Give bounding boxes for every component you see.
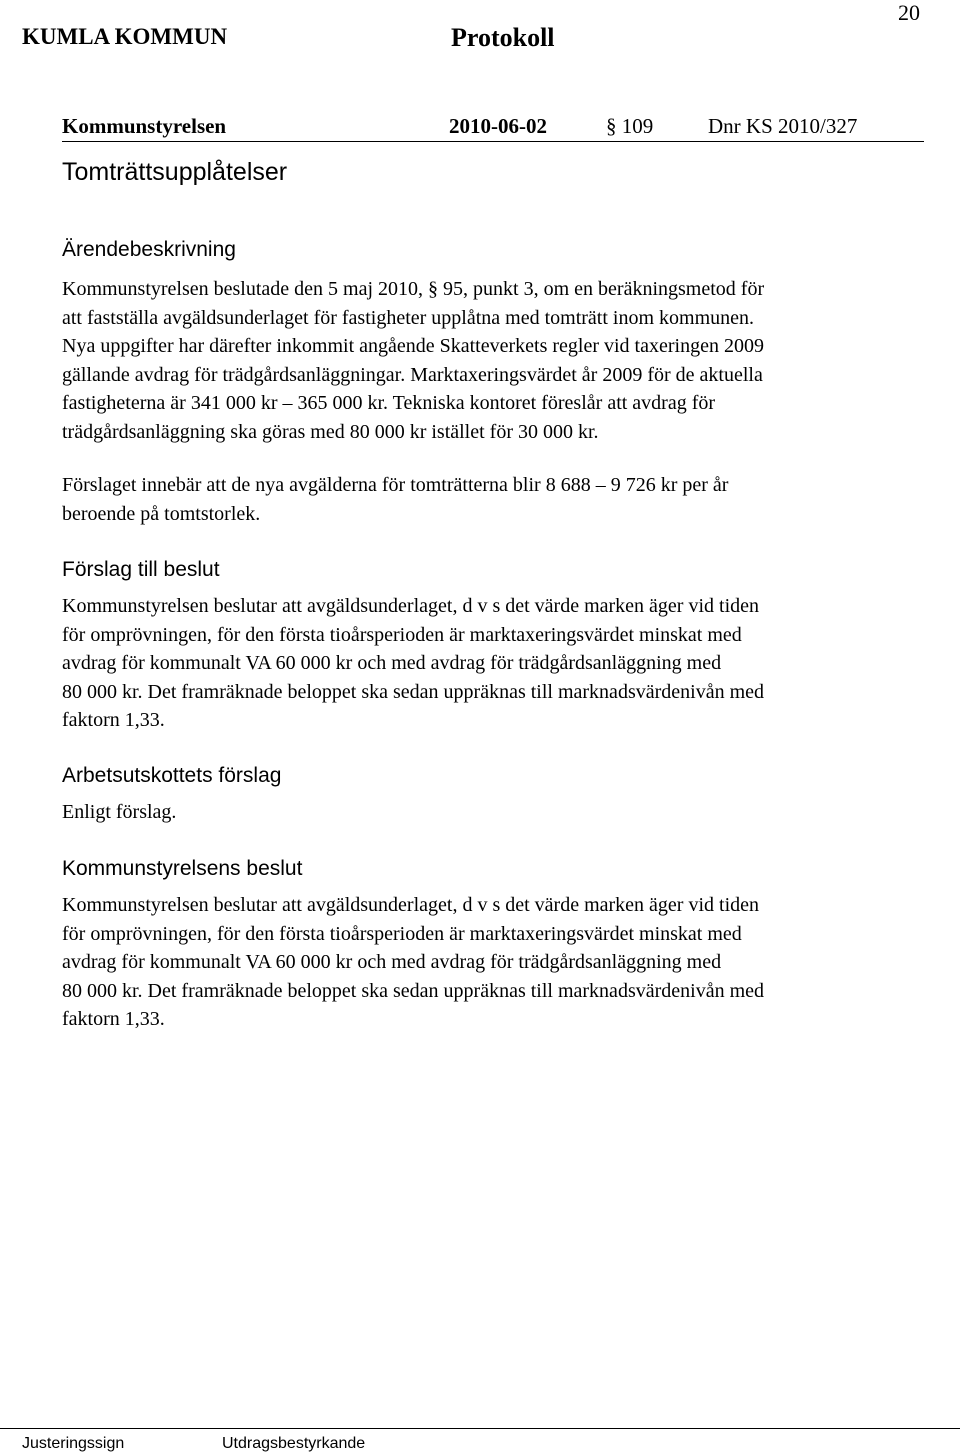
text-line: att fastställa avgäldsunderlaget för fastigheter upplåtna med tomträtt inom kommunen.: [62, 306, 755, 329]
decision-paragraph: [62, 891, 764, 1034]
text-line: Kommunstyrelsen beslutade den 5 maj 2010, § 95, punkt 3, om en beräkningsmetod för: [62, 278, 765, 300]
document-title: Tomträttsupplåtelser: [62, 158, 288, 186]
meta-paragraph: § 109: [606, 114, 654, 138]
text-line: beroende på tomtstorlek.: [62, 502, 261, 525]
page-number: 20: [898, 0, 920, 25]
text-line: Enligt förslag.: [62, 801, 177, 823]
meta-rule: [62, 141, 924, 142]
text-line: avdrag för kommunalt VA 60 000 kr och med avdrag för trädgårdsanläggning med: [62, 652, 722, 674]
committee-text: [62, 798, 176, 827]
text-line: Kommunstyrelsen beslutar att avgäldsunderlaget, d v s det värde marken äger vid tiden: [62, 595, 760, 617]
text-line: gällande avdrag för trädgårdsanläggningar. Marktaxeringsvärdet år 2009 för de aktuella: [62, 363, 763, 386]
proposal-paragraph: [62, 592, 764, 735]
heading-proposal: Förslag till beslut: [62, 558, 220, 581]
footer-rule: [0, 1428, 960, 1429]
heading-description: Ärendebeskrivning: [62, 238, 236, 261]
meta-body: Kommunstyrelsen: [62, 114, 227, 138]
meta-dnr: Dnr KS 2010/327: [708, 114, 858, 138]
text-line: avdrag för kommunalt VA 60 000 kr och med avdrag för trädgårdsanläggning med: [62, 951, 722, 973]
heading-committee: Arbetsutskottets förslag: [62, 764, 282, 787]
municipality-name: KUMLA KOMMUN: [22, 24, 228, 49]
description-paragraph-1: [62, 275, 764, 446]
heading-decision: Kommunstyrelsens beslut: [62, 857, 303, 880]
text-line: för omprövningen, för den första tioårsperioden är marktaxeringsvärdet minskat med: [62, 922, 742, 945]
footer-signature-label: Justeringssign: [22, 1435, 125, 1452]
text-line: fastigheterna är 341 000 kr – 365 000 kr. Tekniska kontoret föreslår att avdrag för: [62, 392, 716, 414]
text-line: Nya uppgifter har därefter inkommit angående Skatteverkets regler vid taxeringen 2009: [62, 335, 764, 357]
text-line: 80 000 kr. Det framräknade beloppet ska sedan uppräknas till marknadsvärdenivån med: [62, 680, 765, 703]
text-line: 80 000 kr. Det framräknade beloppet ska sedan uppräknas till marknadsvärdenivån med: [62, 979, 765, 1002]
text-line: för omprövningen, för den första tioårsperioden är marktaxeringsvärdet minskat med: [62, 623, 742, 646]
text-line: faktorn 1,33.: [62, 1008, 165, 1030]
text-line: faktorn 1,33.: [62, 709, 165, 731]
document-type: Protokoll: [451, 23, 555, 52]
text-line: Kommunstyrelsen beslutar att avgäldsunderlaget, d v s det värde marken äger vid tiden: [62, 894, 760, 916]
description-paragraph-2: [62, 471, 728, 528]
footer-certification-label: Utdragsbestyrkande: [222, 1435, 366, 1452]
meta-date: 2010-06-02: [449, 114, 547, 138]
text-line: Förslaget innebär att de nya avgälderna för tomträtterna blir 8 688 – 9 726 kr per år: [62, 474, 729, 496]
text-line: trädgårdsanläggning ska göras med 80 000 kr istället för 30 000 kr.: [62, 420, 599, 443]
